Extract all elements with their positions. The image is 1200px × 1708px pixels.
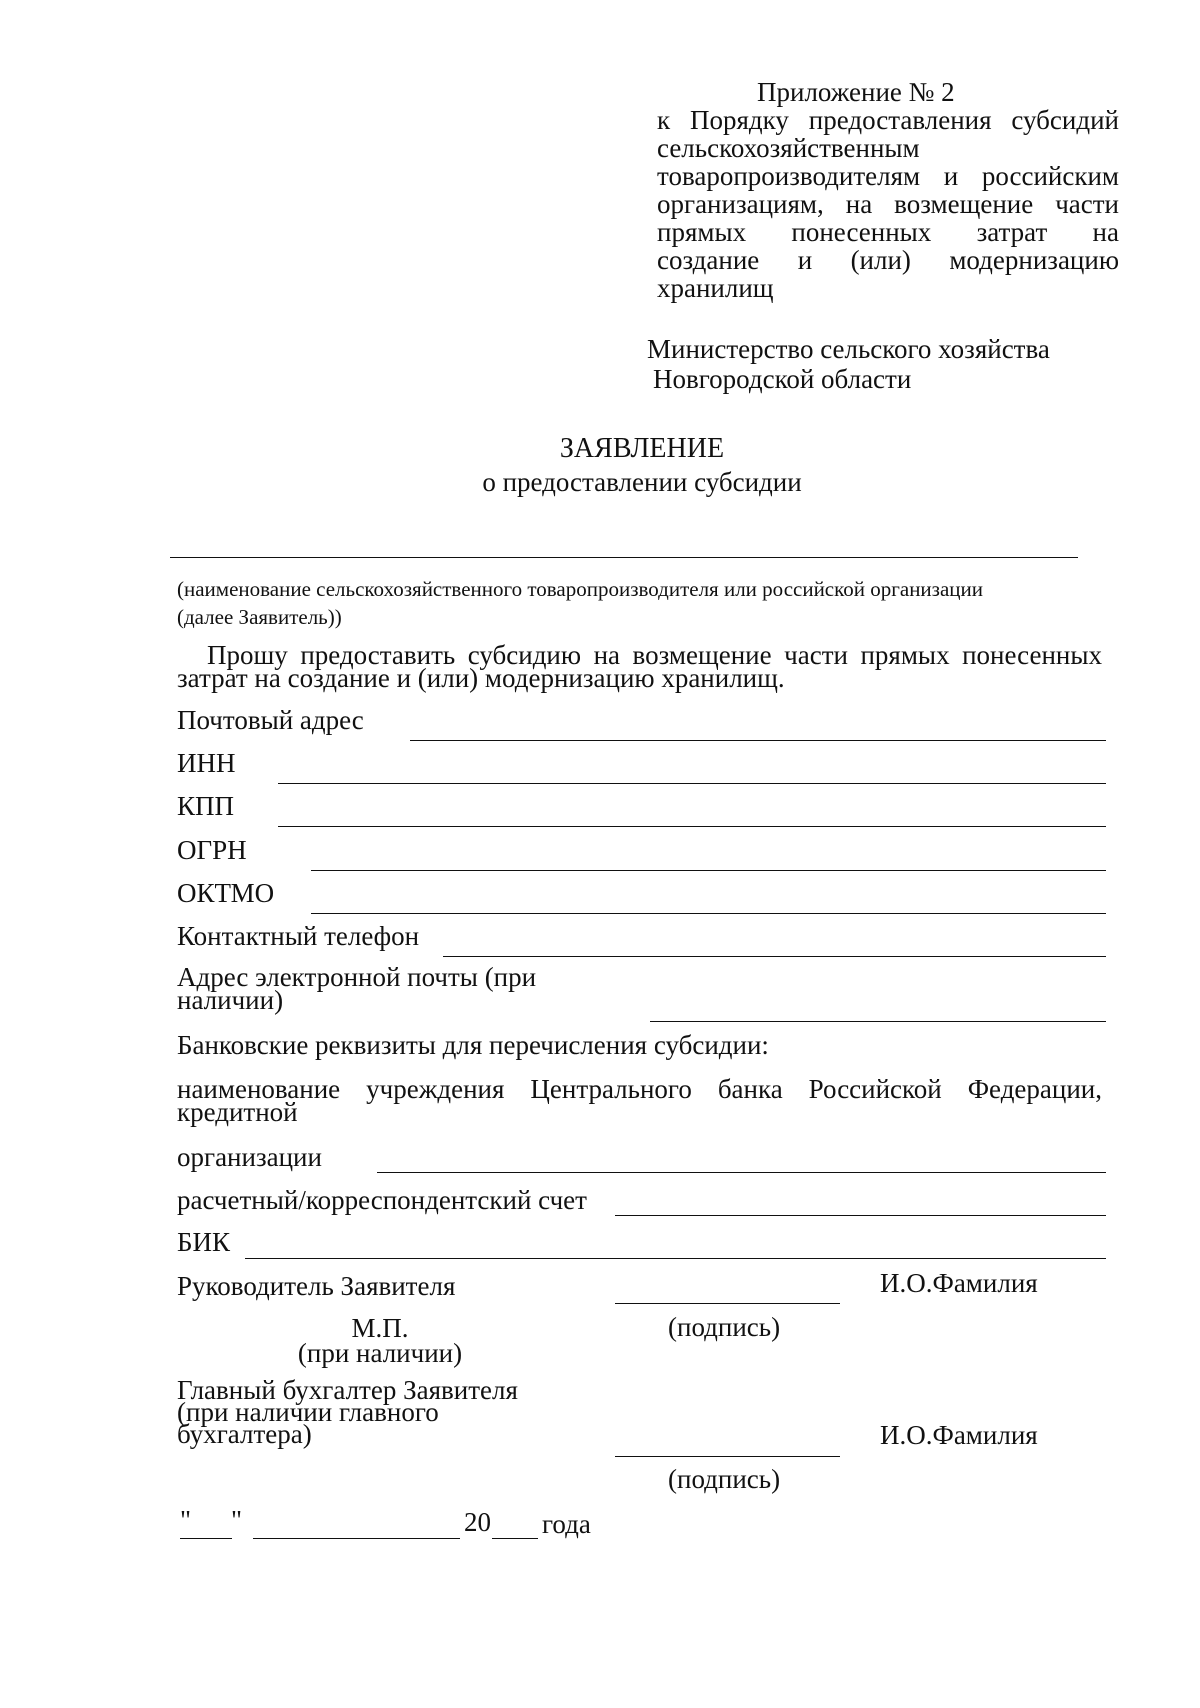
appendix-line: организациям, на возмещение части — [657, 189, 1119, 219]
accountant-label-line1: Главный бухгалтер Заявителя — [177, 1375, 518, 1405]
email-label-line1: Адрес электронной почты (при — [177, 962, 537, 992]
accountant-label-line3: бухгалтера) — [177, 1419, 312, 1449]
date-year-word: года — [542, 1509, 591, 1539]
accountant-signature-caption: (подпись) — [668, 1464, 781, 1494]
email-label-line2: наличии) — [177, 985, 284, 1015]
appendix-line: товаропроизводителям и российским — [657, 161, 1119, 191]
email-label — [177, 962, 537, 1015]
head-signature-caption: (подпись) — [668, 1312, 781, 1342]
bank-name-line1: наименование учреждения Центрального банка Российской Федерации, — [177, 1074, 1102, 1104]
appendix-number: Приложение № 2 — [757, 77, 955, 107]
date-year-field[interactable] — [492, 1538, 538, 1539]
accountant-signature-field[interactable] — [615, 1456, 840, 1457]
request-line2: затрат на создание и (или) модернизацию хранилищ. — [177, 663, 785, 693]
appendix-line: прямых понесенных затрат на — [657, 217, 1119, 247]
request-line1: Прошу предоставить субсидию на возмещение части прямых понесенных — [207, 640, 1102, 670]
head-label: Руководитель Заявителя — [177, 1271, 456, 1301]
applicant-caption-line2: (далее Заявитель)) — [177, 605, 342, 629]
kpp-field[interactable] — [278, 826, 1106, 827]
appendix-block — [657, 78, 1119, 302]
bik-field[interactable] — [245, 1258, 1106, 1259]
bik-label: БИК — [177, 1227, 231, 1257]
head-name: И.О.Фамилия — [880, 1268, 1038, 1298]
accountant-label-line2: (при наличии главного — [177, 1397, 439, 1427]
organization-label: организации — [177, 1142, 322, 1172]
bank-details-header: Банковские реквизиты для перечисления субсидии: — [177, 1030, 769, 1060]
date-month-field[interactable] — [253, 1538, 460, 1539]
date-close-quote: " — [231, 1505, 243, 1535]
head-signature-field[interactable] — [615, 1303, 840, 1304]
seal-line1: М.П. — [351, 1313, 409, 1343]
organization-field[interactable] — [377, 1172, 1106, 1173]
ogrn-label: ОГРН — [177, 835, 247, 865]
date-day-field[interactable] — [180, 1538, 232, 1539]
postal-address-label: Почтовый адрес — [177, 705, 364, 735]
kpp-label: КПП — [177, 791, 235, 821]
email-field[interactable] — [650, 1021, 1106, 1022]
appendix-line: хранилищ — [657, 273, 774, 303]
appendix-line: сельскохозяйственным — [657, 133, 920, 163]
account-field[interactable] — [615, 1215, 1106, 1216]
accountant-label — [177, 1375, 518, 1449]
account-label: расчетный/корреспондентский счет — [177, 1185, 587, 1215]
inn-field[interactable] — [278, 783, 1106, 784]
appendix-line: создание и (или) модернизацию — [657, 245, 1119, 275]
date-century: 20 — [464, 1507, 491, 1537]
phone-field[interactable] — [443, 956, 1106, 957]
postal-address-field[interactable] — [410, 740, 1106, 741]
seal-note — [280, 1313, 480, 1368]
bank-name-label — [177, 1074, 1102, 1127]
document-subtitle: о предоставлении субсидии — [482, 467, 802, 497]
addressee-line1: Министерство сельского хозяйства — [647, 334, 1050, 364]
applicant-name-line[interactable] — [170, 557, 1078, 558]
inn-label: ИНН — [177, 748, 236, 778]
seal-line2: (при наличии) — [297, 1338, 463, 1368]
applicant-caption-line1: (наименование сельскохозяйственного товаропроизводителя или российской организации — [177, 577, 983, 601]
applicant-caption — [177, 575, 983, 631]
appendix-line: к Порядку предоставления субсидий — [657, 105, 1119, 135]
ogrn-field[interactable] — [311, 870, 1106, 871]
document-title: ЗАЯВЛЕНИЕ — [559, 433, 725, 464]
accountant-name: И.О.Фамилия — [880, 1420, 1038, 1450]
addressee-line2: Новгородской области — [653, 364, 912, 394]
phone-label: Контактный телефон — [177, 921, 420, 951]
date-open-quote: " — [180, 1505, 192, 1535]
oktmo-field[interactable] — [311, 913, 1106, 914]
request-paragraph — [177, 640, 1102, 693]
oktmo-label: ОКТМО — [177, 878, 275, 908]
addressee — [647, 334, 1050, 394]
bank-name-line2: кредитной — [177, 1097, 298, 1127]
